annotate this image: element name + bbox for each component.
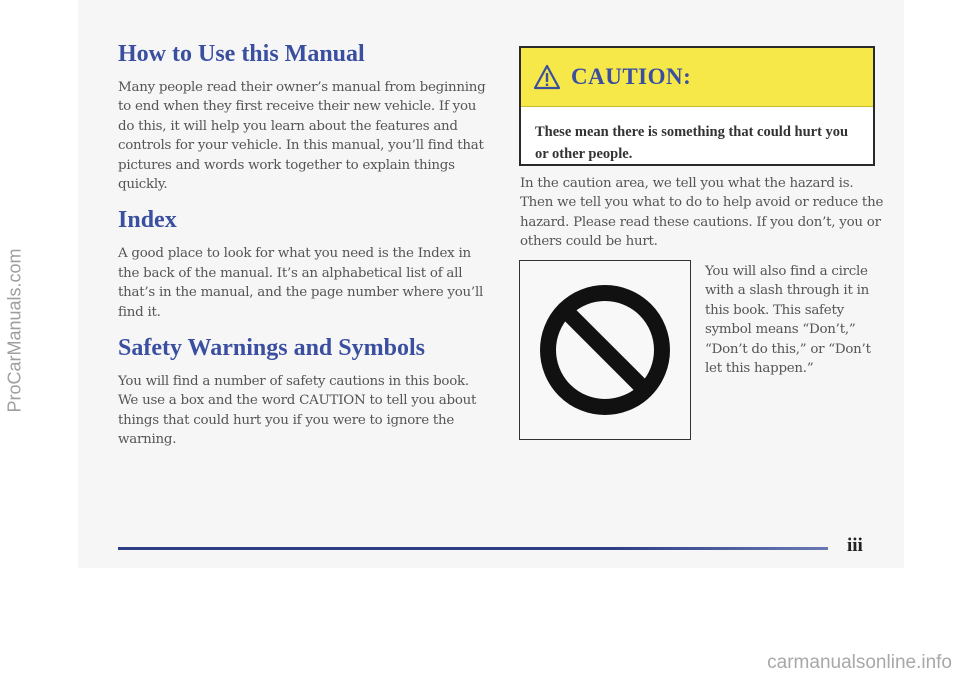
safety-body: You will find a number of safety cautions in this book. We use a box and the word CAUTION to tell you about things that could hurt you if you were to ignore the warning.	[118, 374, 477, 448]
symbol-caption: You will also find a circle with a slash through it in this book. This safety symbol means “Don’t,” “Don’t do this,” or “Don’t let this happen.”	[705, 264, 871, 377]
safety-symbol-frame	[519, 260, 691, 440]
warning-triangle-icon	[533, 64, 561, 90]
caution-body: These mean there is something that could hurt you or other people.	[535, 124, 849, 162]
left-column	[118, 40, 492, 462]
how-to-use-body: Many people read their owner’s manual from beginning to end when they first receive their new vehicle. If you do this, it will help you learn about the features and controls for your vehicle. In this manual, you’ll find that pictures and words work together to explain things quickly.	[118, 80, 486, 193]
how-to-use-heading: How to Use this Manual	[118, 41, 365, 67]
safety-heading: Safety Warnings and Symbols	[118, 335, 425, 362]
page-number: iii	[847, 535, 863, 556]
bottom-watermark: carmanualsonline.info	[767, 652, 952, 673]
prohibition-circle-icon	[538, 283, 672, 417]
caution-header	[521, 48, 873, 107]
caution-explainer: In the caution area, we tell you what the hazard is. Then we tell you what to do to help avoid or reduce the hazard. Please read these cautions. If you don’t, you or others could be hurt.	[520, 176, 884, 250]
index-heading: Index	[118, 207, 177, 234]
index-body: A good place to look for what you need is the Index in the back of the manual. It’s an alphabetical list of all that’s in the manual, and the page number where you’ll find it.	[118, 246, 484, 320]
footer-rule	[118, 547, 828, 550]
side-watermark-text: ProCarManuals.com	[4, 247, 25, 413]
side-watermark	[2, 100, 28, 560]
caution-box	[519, 46, 875, 166]
caution-title: CAUTION:	[571, 64, 692, 89]
